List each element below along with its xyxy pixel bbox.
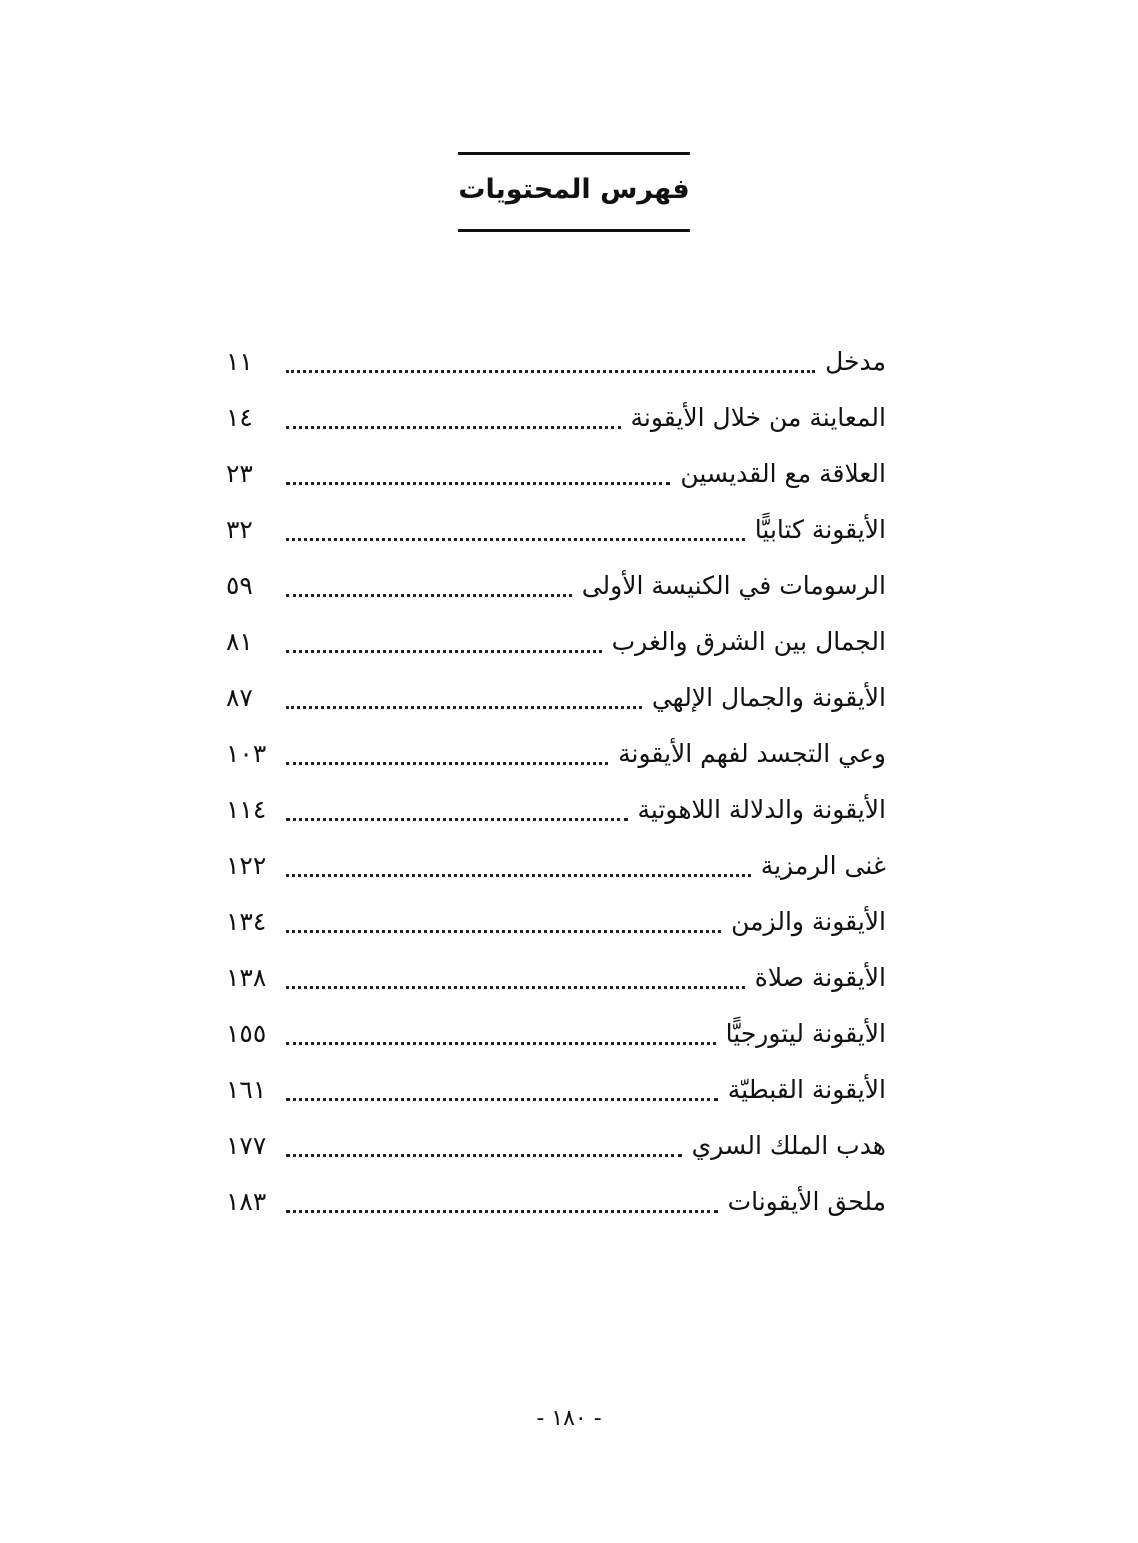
- toc-dot-leader: [286, 482, 670, 485]
- toc-entry: [226, 838, 886, 894]
- toc-entry-page: ٨١: [226, 627, 253, 656]
- toc-entry-title: وعي التجسد لفهم الأيقونة: [618, 739, 886, 768]
- toc-entry: [226, 1118, 886, 1174]
- toc-entry-title: الأيقونة والزمن: [731, 907, 886, 936]
- toc-entry: [226, 894, 886, 950]
- toc-entry-title: الأيقونة والدلالة اللاهوتية: [637, 795, 886, 824]
- toc-entry-page: ١٦١: [226, 1075, 267, 1104]
- toc-entry: [226, 446, 886, 502]
- toc-entry-page: ٨٧: [226, 683, 253, 712]
- toc-dot-leader: [286, 706, 642, 709]
- title-bottom-rule: [458, 229, 690, 232]
- toc-entry: [226, 950, 886, 1006]
- toc-entry: [226, 558, 886, 614]
- toc-entry-page: ١٨٣: [226, 1187, 267, 1216]
- toc-entry-page: ٣٢: [226, 515, 253, 544]
- page-number: - ١٨٠ -: [536, 1406, 602, 1431]
- toc-entry-title: الأيقونة والجمال الإلهي: [651, 683, 886, 712]
- toc-entry: [226, 334, 886, 390]
- page-title-block: [458, 150, 690, 234]
- toc-entry: [226, 726, 886, 782]
- toc-entry-page: ١٢٢: [226, 851, 267, 880]
- toc-entry-page: ١٧٧: [226, 1131, 267, 1160]
- toc-entry-page: ١٠٣: [226, 739, 267, 768]
- toc-entry-page: ١٣٨: [226, 963, 267, 992]
- toc-dot-leader: [286, 986, 745, 989]
- toc-entry: [226, 502, 886, 558]
- toc-entry: [226, 1174, 886, 1230]
- title-top-rule: [458, 152, 690, 155]
- toc-entry-page: ١٥٥: [226, 1019, 267, 1048]
- toc-entry-title: الأيقونة القبطيّة: [727, 1075, 886, 1104]
- toc-dot-leader: [286, 874, 751, 877]
- toc-entry-page: ١١: [226, 347, 253, 376]
- toc-dot-leader: [286, 650, 602, 653]
- toc-entry: [226, 670, 886, 726]
- toc-entry-page: ١٣٤: [226, 907, 267, 936]
- toc-dot-leader: [286, 370, 815, 373]
- toc-entry-page: ٢٣: [226, 459, 253, 488]
- toc-entry-title: الأيقونة صلاة: [754, 963, 886, 992]
- toc-dot-leader: [286, 1098, 718, 1101]
- toc-dot-leader: [286, 1154, 682, 1157]
- toc-entry: [226, 1006, 886, 1062]
- toc-dot-leader: [286, 426, 621, 429]
- toc-entry-title: الجمال بين الشرق والغرب: [611, 627, 886, 656]
- toc-entry-title: الأيقونة ليتورجيًّا: [725, 1019, 886, 1048]
- toc-dot-leader: [286, 594, 572, 597]
- toc-entry-page: ٥٩: [226, 571, 253, 600]
- toc-dot-leader: [286, 930, 721, 933]
- toc-dot-leader: [286, 1210, 718, 1213]
- toc-entry-title: غنى الرمزية: [760, 851, 886, 880]
- toc-entry: [226, 1062, 886, 1118]
- toc-dot-leader: [286, 818, 628, 821]
- toc-entry-title: هدب الملك السري: [691, 1131, 886, 1160]
- toc-entry: [226, 390, 886, 446]
- toc-dot-leader: [286, 762, 608, 765]
- toc-entry-title: المعاينة من خلال الأيقونة: [630, 403, 886, 432]
- toc-entry: [226, 614, 886, 670]
- toc-entry-page: ١١٤: [226, 795, 267, 824]
- toc-dot-leader: [286, 538, 745, 541]
- page-title: فهرس المحتويات: [458, 174, 690, 205]
- toc-entry: [226, 782, 886, 838]
- toc-entry-title: الأيقونة كتابيًّا: [754, 515, 886, 544]
- table-of-contents: [226, 334, 886, 1230]
- toc-entry-title: مدخل: [825, 347, 886, 376]
- toc-entry-title: العلاقة مع القديسين: [680, 459, 886, 488]
- toc-dot-leader: [286, 1042, 716, 1045]
- toc-entry-title: الرسومات في الكنيسة الأولى: [581, 571, 886, 600]
- toc-entry-title: ملحق الأيقونات: [727, 1187, 886, 1216]
- toc-entry-page: ١٤: [226, 403, 253, 432]
